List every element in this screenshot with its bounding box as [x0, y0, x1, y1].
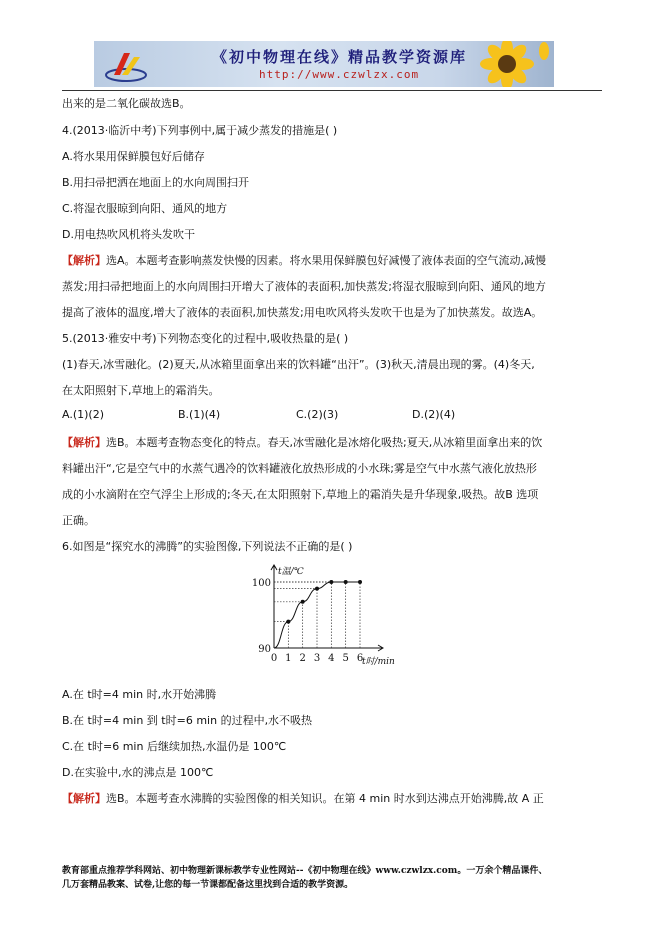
q5-stem: 5.(2013·雅安中考)下列物态变化的过程中,吸收热量的是( )	[62, 332, 349, 345]
x-tick-label: 2	[299, 653, 306, 664]
sunflower-icon	[462, 41, 552, 87]
x-tick-label: 6	[356, 653, 364, 664]
q5-option-c: C.(2)(3)	[296, 408, 339, 421]
banner-title: 《初中物理在线》精品教学资源库	[212, 48, 468, 66]
footer-line-2: 几万套精品教案、试卷,让您的每一节课都配备这里找到合适的教学资源。	[62, 880, 354, 890]
site-logo-icon	[104, 45, 148, 83]
data-point	[286, 620, 290, 624]
q4-option-d: D.用电热吹风机将头发吹干	[62, 228, 195, 241]
q5-items-line-2: 在太阳照射下,草地上的霜消失。	[62, 384, 220, 397]
data-point	[358, 580, 362, 584]
x-tick-label: 0	[270, 653, 278, 664]
q6-option-c: C.在 t时=6 min 后继续加热,水温仍是 100℃	[62, 740, 287, 753]
data-point	[344, 580, 348, 584]
q5-analysis-line-1	[62, 434, 542, 450]
footer-line-1: 教育部重点推荐学科网站、初中物理新课标教学专业性网站--《初中物理在线》www.czwlzx.com。一万余个精品课件、	[62, 866, 548, 876]
q5-option-d: D.(2)(4)	[412, 408, 456, 421]
q6-option-d: D.在实验中,水的沸点是 100℃	[62, 766, 214, 779]
analysis-text: 选B。本题考查物态变化的特点。春天,冰雪融化是冰熔化吸热;夏天,从冰箱里面拿出来的饮	[106, 436, 543, 449]
data-point	[301, 600, 305, 604]
data-point	[315, 587, 319, 591]
q4-stem: 4.(2013·临沂中考)下列事例中,属于减少蒸发的措施是( )	[62, 124, 338, 137]
q5-items-line-1: (1)春天,冰雪融化。(2)夏天,从冰箱里面拿出来的饮料罐“出汗”。(3)秋天,清晨出现的雾。(4)冬天,	[62, 358, 535, 371]
data-point	[329, 580, 333, 584]
q5-analysis-line-3: 成的小水滴附在空气浮尘上形成的;冬天,在太阳照射下,草地上的霜消失是升华现象,吸热。故B 选项	[62, 488, 539, 501]
q5-option-b: B.(1)(4)	[178, 408, 221, 421]
analysis-tag: 【解析】	[62, 792, 106, 805]
x-axis-label: t时/min	[362, 657, 395, 667]
y-tick-label: 100	[251, 578, 271, 589]
banner-url[interactable]: http://www.czwlzx.com	[259, 68, 420, 81]
q5-analysis-line-2: 料罐出汗“,它是空气中的水蒸气遇冷的饮料罐液化放热形成的小水珠;雾是空气中水蒸气液化放热形	[62, 462, 537, 475]
x-tick-label: 4	[328, 653, 335, 664]
q6-analysis-line-1	[62, 790, 544, 806]
header-banner	[94, 41, 554, 87]
header-rule	[62, 90, 602, 91]
q5-analysis-line-4: 正确。	[62, 514, 95, 527]
q4-option-b: B.用扫帚把洒在地面上的水向周围扫开	[62, 176, 250, 189]
analysis-tag: 【解析】	[62, 254, 106, 267]
q5-option-a: A.(1)(2)	[62, 408, 104, 421]
analysis-text: 选A。本题考查影响蒸发快慢的因素。将水果用保鲜膜包好减慢了液体表面的空气流动,减慢	[106, 254, 547, 267]
x-tick-label: 3	[313, 653, 321, 664]
q6-option-a: A.在 t时=4 min 时,水开始沸腾	[62, 688, 217, 701]
footer	[62, 864, 547, 892]
q4-option-a: A.将水果用保鲜膜包好后储存	[62, 150, 205, 163]
q4-analysis-line-3: 提高了液体的温度,增大了液体的表面积,加快蒸发;用电吹风将头发吹干也是为了加快蒸发。故选A。	[62, 306, 543, 319]
q6-stem: 6.如图是“探究水的沸腾”的实验图像,下列说法不正确的是( )	[62, 540, 353, 553]
q3-answer-tail: 出来的是二氧化碳故选B。	[62, 97, 191, 110]
q6-option-b: B.在 t时=4 min 到 t时=6 min 的过程中,水不吸热	[62, 714, 313, 727]
y-axis-label: t温/℃	[278, 567, 304, 577]
q4-analysis-line-2: 蒸发;用扫帚把地面上的水向周围扫开增大了液体的表面积,加快蒸发;将湿衣服晾到向阳、通风的地方	[62, 280, 546, 293]
x-tick-label: 1	[285, 653, 292, 664]
q4-analysis-line-1	[62, 252, 546, 268]
boiling-chart	[250, 562, 400, 672]
q4-option-c: C.将湿衣服晾到向阳、通风的地方	[62, 202, 228, 215]
analysis-text: 选B。本题考查水沸腾的实验图像的相关知识。在第 4 min 时水到达沸点开始沸腾,故 A 正	[106, 792, 544, 805]
analysis-tag: 【解析】	[62, 436, 106, 449]
x-tick-label: 5	[342, 653, 349, 664]
y-tick-label: 90	[258, 644, 271, 655]
